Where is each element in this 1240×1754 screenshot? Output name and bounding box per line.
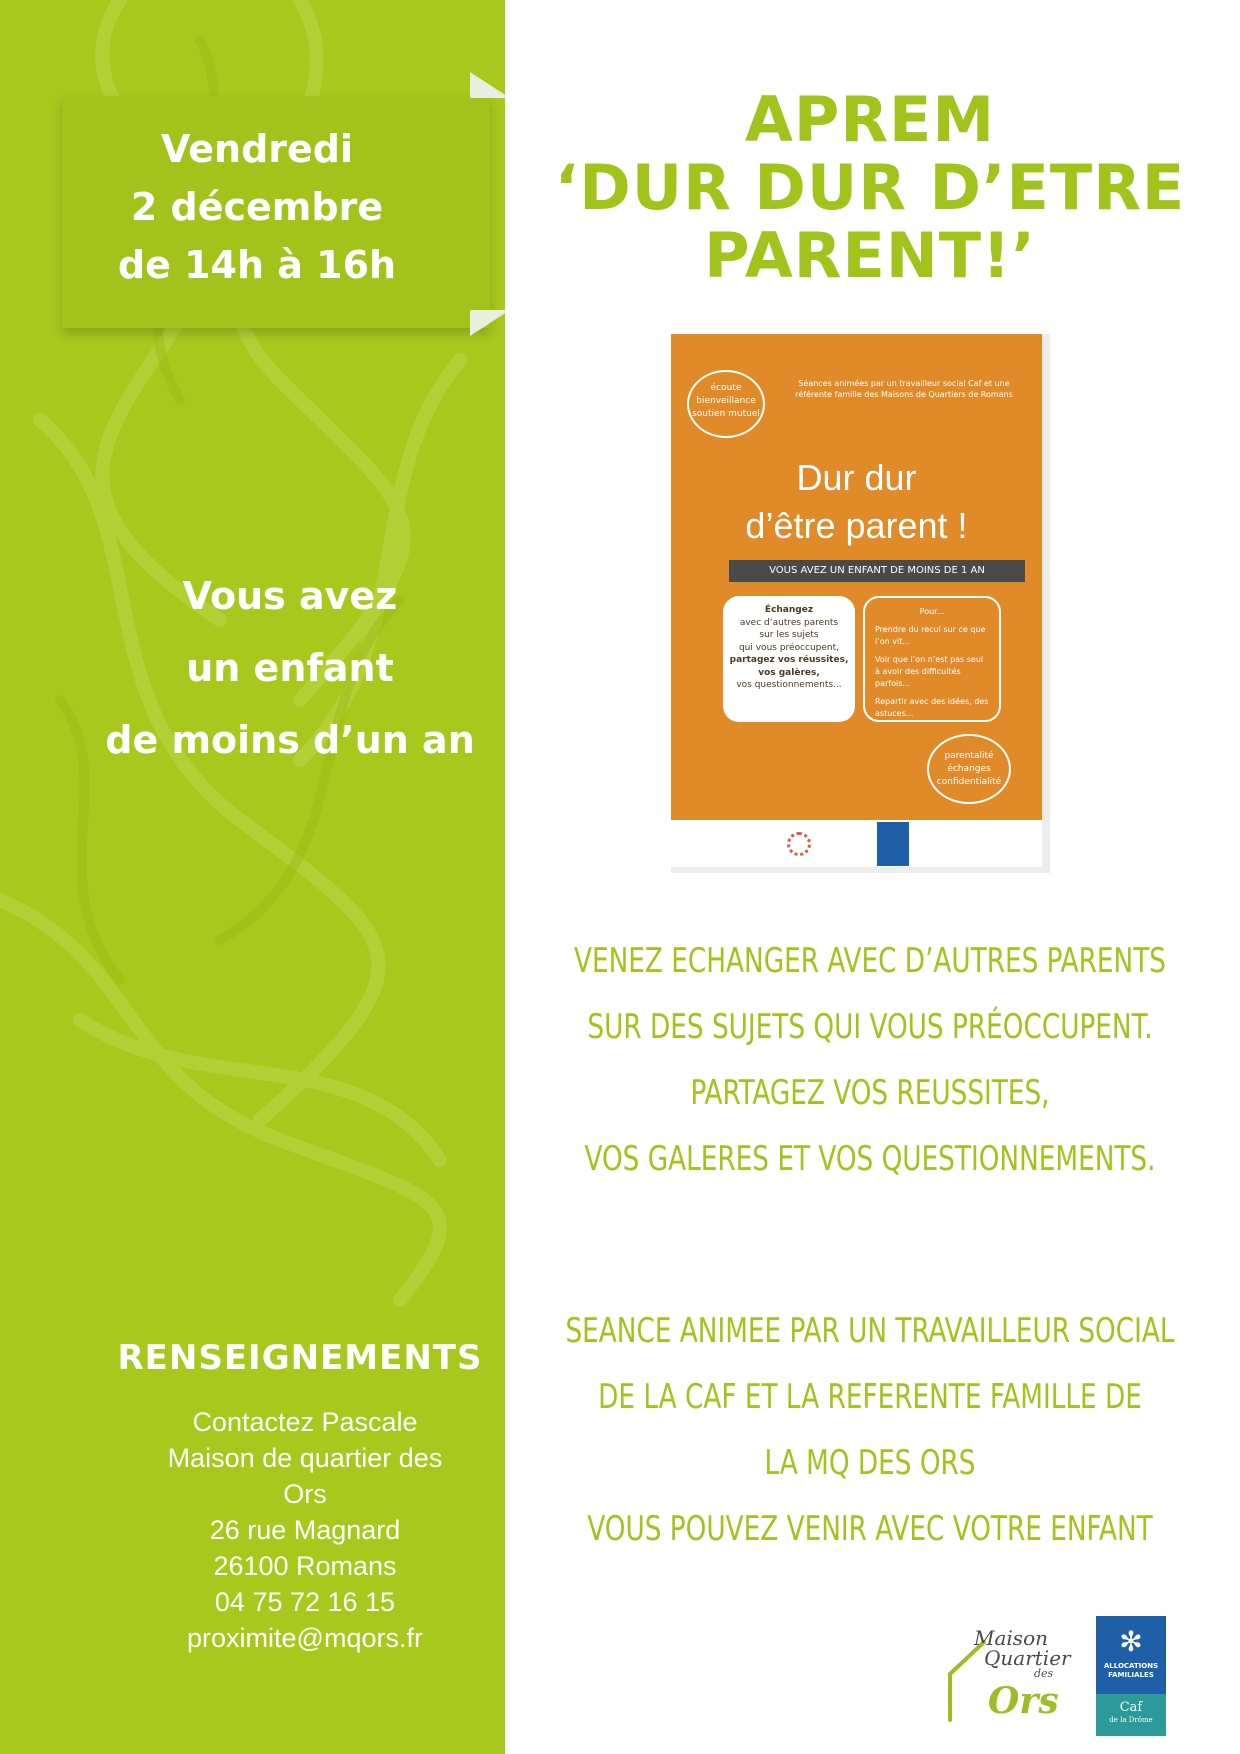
quartier-logo-icon <box>827 830 861 858</box>
flyer-title <box>671 454 1042 550</box>
maison-logo-icon <box>787 832 811 856</box>
contact-line: 26 rue Magnard <box>209 1515 401 1545</box>
contact-line: Maison de quartier des <box>167 1443 443 1473</box>
flyer-box-goals <box>863 596 1001 722</box>
speech-bubble <box>927 734 1011 804</box>
title-line: ‘DUR DUR D’ETRE <box>554 151 1186 224</box>
bubble-line: parentalité <box>944 751 994 761</box>
box-line: Prendre du recul sur ce que l’on vit... <box>875 625 986 646</box>
body-line: SUR DES SUJETS QUI VOUS PRÉOCCUPENT. <box>587 1007 1153 1047</box>
logo-word: Quartier <box>984 1646 1071 1670</box>
caf-tagline-line: FAMILIALES <box>1108 1671 1154 1679</box>
caf-name-block <box>1096 1694 1166 1736</box>
caf-tagline-line: ALLOCATIONS <box>1103 1662 1159 1670</box>
flyer-box-exchange <box>723 596 855 722</box>
contact-line: Contactez Pascale <box>192 1407 418 1437</box>
event-title <box>520 83 1220 292</box>
audience-text <box>90 560 490 776</box>
body-line: VENEZ ECHANGER AVEC D’AUTRES PARENTS <box>573 941 1167 981</box>
box-line: avec d’autres parents <box>739 617 839 628</box>
box-line: Voir que l’on n’est pas seul à avoir des difficultés parfois... <box>875 655 984 688</box>
event-date <box>62 120 452 294</box>
box-line: sur les sujets <box>759 630 819 640</box>
flyer-band: VOUS AVEZ UN ENFANT DE MOINS DE 1 AN <box>729 560 1025 582</box>
contact-line: 26100 Romans <box>213 1551 397 1581</box>
info-heading: RENSEIGNEMENTS <box>117 1338 483 1378</box>
bubble-line: soutien mutuel <box>692 409 760 419</box>
box-line: vos galères, <box>758 667 820 678</box>
body-line: VOUS POUVEZ VENIR AVEC VOTRE ENFANT <box>587 1509 1153 1549</box>
box-line: Repartir avec des idées, des astuces... <box>875 697 989 718</box>
body-paragraph-session <box>560 1298 1179 1562</box>
logo-ors: Ors <box>988 1680 1059 1722</box>
title-line: APREM <box>744 83 996 156</box>
sidebar-panel <box>0 0 505 1754</box>
logo-word: Maison <box>974 1626 1048 1650</box>
caf-logo <box>1096 1616 1166 1736</box>
bubble-line: confidentialité <box>936 777 1002 787</box>
box-line: Pour... <box>919 607 945 616</box>
flyer-image <box>671 334 1050 873</box>
contact-phone: 04 75 72 16 15 <box>214 1587 396 1617</box>
audience-line: Vous avez <box>182 574 398 618</box>
ribbon-fold <box>470 72 505 98</box>
caf-region: de la Drôme <box>1109 1716 1153 1724</box>
box-line: Échangez <box>764 605 814 615</box>
contact-line: Ors <box>283 1479 327 1509</box>
audience-line: de moins d’un an <box>105 718 475 762</box>
caf-name: Caf <box>1119 1700 1143 1715</box>
bubble-line: bienveillance <box>696 396 756 406</box>
flyer-title-line: Dur dur <box>796 457 917 498</box>
ribbon-fold <box>470 310 505 336</box>
bubble-line: échanges <box>947 764 991 774</box>
date-line: de 14h à 16h <box>117 243 397 287</box>
box-line: vos questionnements... <box>736 680 842 690</box>
body-line: LA MQ DES ORS <box>764 1443 976 1483</box>
box-line: partagez vos réussites, <box>729 655 849 665</box>
logo-mq-wordmark <box>974 1628 1084 1679</box>
snowflake-family-icon: ✻ <box>1119 1625 1143 1658</box>
flyer-logo-strip <box>671 820 1042 867</box>
speech-bubble <box>687 370 765 438</box>
body-line: PARTAGEZ VOS REUSSITES, <box>690 1073 1050 1113</box>
flyer-subtitle: Séances animées par un travailleur social Caf et une référente famille des Maisons de Quartiers de Romans <box>795 379 1013 399</box>
contact-email: proximite@mqors.fr <box>187 1623 423 1653</box>
body-line: SEANCE ANIMEE PAR UN TRAVAILLEUR SOCIAL <box>565 1311 1175 1351</box>
bubble-line: écoute <box>710 383 742 393</box>
title-line: PARENT!’ <box>704 219 1036 292</box>
flyer-title-line: d’être parent ! <box>745 505 968 546</box>
date-line: Vendredi <box>160 127 354 171</box>
body-paragraph-exchange <box>560 928 1179 1192</box>
box-line: qui vous préoccupent, <box>738 642 840 653</box>
logo-word: des <box>1034 1667 1054 1680</box>
maison-quartier-logo <box>944 1620 1080 1730</box>
body-line: DE LA CAF ET LA REFERENTE FAMILLE DE <box>598 1377 1142 1417</box>
date-line: 2 décembre <box>130 185 384 229</box>
audience-line: un enfant <box>186 646 394 690</box>
caf-logo-icon <box>877 822 909 866</box>
contact-block <box>120 1404 490 1656</box>
body-line: VOS GALERES ET VOS QUESTIONNEMENTS. <box>584 1139 1156 1179</box>
caf-tagline <box>1096 1662 1166 1680</box>
